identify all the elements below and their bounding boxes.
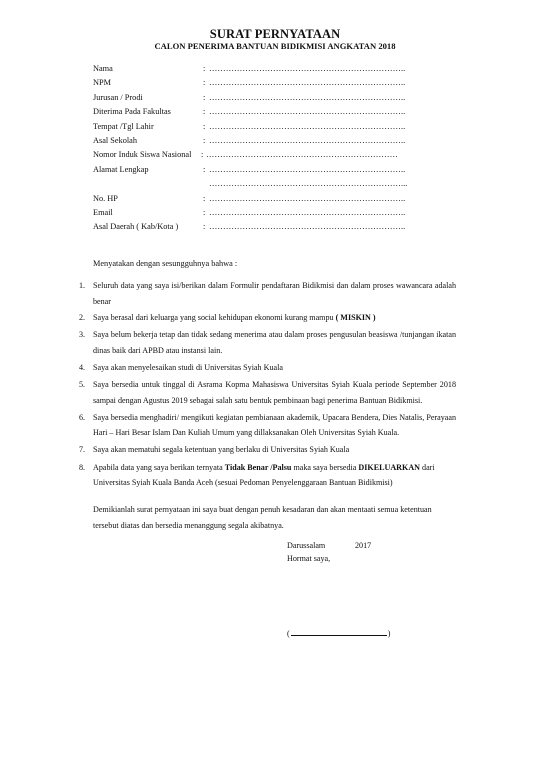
- signature-close-paren: ): [387, 629, 391, 638]
- field-blank: ……………………………………………………………..: [209, 164, 406, 174]
- field-blank: ……………………………………………………………: [206, 150, 398, 160]
- list-item: [79, 460, 456, 491]
- field-nisn: [93, 150, 473, 164]
- list-number: 7.: [79, 445, 86, 455]
- field-jurusan: [93, 93, 473, 107]
- field-colon: :: [201, 150, 204, 160]
- list-item-text: Saya bersedia untuk tinggal di Asrama Kopma Mahasiswa Universitas Syiah Kuala periode September 2018 sampai dengan Agustus 2019 sebagai salah satu bentuk pembinaan bagi penerima Bantuan Bidikmisi.: [93, 380, 456, 405]
- field-colon: :: [203, 222, 206, 232]
- document-title: SURAT PERNYATAAN: [209, 27, 341, 41]
- field-alamat-continued: [93, 179, 473, 193]
- field-asal-sekolah: [93, 136, 473, 150]
- list-item-emphasis: ( MISKIN ): [335, 313, 376, 323]
- list-item-text: Saya akan menyelesaikan studi di Universitas Syiah Kuala: [93, 362, 283, 372]
- field-colon: :: [203, 78, 206, 88]
- list-item: [79, 310, 456, 326]
- field-label: Nama: [93, 64, 113, 73]
- field-label: Alamat Lengkap: [93, 164, 149, 174]
- signature-line: [287, 627, 390, 638]
- statement-intro: Menyatakan dengan sesungguhnya bahwa :: [93, 259, 238, 268]
- field-nama: [93, 64, 473, 78]
- list-item-text: Saya bersedia menghadiri/ mengikuti kegiatan pembianaan akademik, Upacara Bendera, Dies Natalis, Perayaan Hari – Hari Besar Islam Dan Kuliah Umum yang dillaksanakan Oleh Universitas Syiah Kuala.: [93, 412, 456, 438]
- list-number: 6.: [79, 412, 86, 422]
- field-colon: :: [203, 107, 206, 117]
- field-npm: [93, 78, 473, 92]
- list-item: [79, 377, 456, 408]
- field-blank: ……………………………………………………………..: [209, 92, 406, 102]
- field-blank: ……………………………………………………………..: [209, 222, 406, 232]
- field-blank: ……………………………………………………………..: [209, 107, 406, 117]
- field-no-hp: [93, 194, 473, 208]
- signature-block: [287, 539, 371, 565]
- field-label: No. HP: [93, 193, 118, 203]
- list-item: [79, 278, 456, 309]
- field-blank: ……………………………………………………………..: [209, 135, 406, 145]
- field-asal-daerah: [93, 222, 473, 236]
- list-item-text: dari Universitas Syiah Kuala Banda Aceh (sesuai Pedoman Penyelenggaraan Bantuan Bidikmisi): [93, 462, 435, 488]
- list-item-text: Saya berasal dari keluarga yang social kehidupan ekonomi kurang mampu: [93, 313, 336, 323]
- field-colon: :: [203, 64, 206, 73]
- field-label: NPM: [93, 78, 111, 88]
- field-fakultas: [93, 107, 473, 121]
- list-item: [79, 410, 456, 441]
- list-number: 3.: [79, 330, 86, 340]
- list-item-text: maka saya bersedia: [291, 462, 359, 472]
- field-colon: :: [203, 92, 206, 102]
- signature-place: Darussalam: [287, 541, 326, 550]
- field-colon: :: [203, 207, 206, 217]
- list-number: 5.: [79, 380, 86, 390]
- list-item: [79, 360, 456, 376]
- field-label: Diterima Pada Fakultas: [93, 107, 171, 117]
- list-number: 1.: [79, 281, 86, 290]
- document-subtitle: CALON PENERIMA BANTUAN BIDIKMISI ANGKATAN 2018: [154, 41, 396, 51]
- list-item-text: Saya akan mematuhi segala ketentuan yang berlaku di Universitas Syiah Kuala: [93, 445, 350, 455]
- list-item-emphasis: Tidak Benar /Palsu: [224, 462, 292, 472]
- list-item-emphasis: DIKELUARKAN: [358, 462, 421, 472]
- field-blank: ……………………………………………………………..: [209, 78, 406, 88]
- signature-year: 2017: [355, 541, 372, 550]
- list-item: [79, 442, 456, 458]
- field-alamat: [93, 165, 473, 179]
- field-colon: :: [203, 193, 206, 203]
- field-email: [93, 208, 473, 222]
- field-label: Email: [93, 207, 113, 217]
- place-date-line: [287, 539, 371, 552]
- field-blank: ……………………………………………………………..: [209, 121, 406, 131]
- field-label: Nomor Induk Siswa Nasional: [93, 150, 192, 160]
- field-blank: ……………………………………………………………...: [209, 179, 408, 189]
- list-number: 8.: [79, 462, 86, 472]
- signature-underline: [291, 627, 387, 636]
- list-number: 4.: [79, 362, 86, 372]
- field-colon: :: [203, 164, 206, 174]
- field-label: Asal Sekolah: [93, 135, 138, 145]
- field-colon: :: [203, 135, 206, 145]
- list-item-text: Seluruh data yang saya isi/berikan dalam Formulir pendaftaran Bidikmisi dan dalam proses wawancara adalah benar: [93, 281, 456, 306]
- field-blank: ……………………………………………………………..: [209, 193, 406, 203]
- list-item-text: Saya belum bekerja tetap dan tidak sedang menerima atau dalam proses pengusulan beasiswa /tunjangan ikatan dinas baik dari APBD atau instansi lain.: [93, 330, 456, 355]
- field-label: Asal Daerah ( Kab/Kota ): [93, 222, 179, 232]
- field-label: Tempat /Tgl Lahir: [93, 121, 154, 131]
- identity-fields: [93, 64, 473, 237]
- field-blank: ……………………………………………………………..: [209, 64, 406, 73]
- list-item-text: Apabila data yang saya berikan ternyata: [93, 462, 225, 472]
- signature-open-paren: (: [287, 629, 290, 638]
- field-colon: :: [203, 121, 206, 131]
- closing-paragraph: Demikianlah surat pernyataan ini saya buat dengan penuh kesadaran dan akan mentaati semua ketentuan tersebut diatas dan bersedia menanggung segala akibatnya.: [93, 505, 432, 530]
- field-blank: ……………………………………………………………..: [209, 207, 406, 217]
- field-tempat-tgl-lahir: [93, 122, 473, 136]
- field-label: Jurusan / Prodi: [93, 92, 143, 102]
- list-item: [79, 327, 456, 358]
- statement-list: [79, 278, 456, 492]
- list-number: 2.: [79, 313, 86, 323]
- signature-greeting: Hormat saya,: [287, 554, 331, 563]
